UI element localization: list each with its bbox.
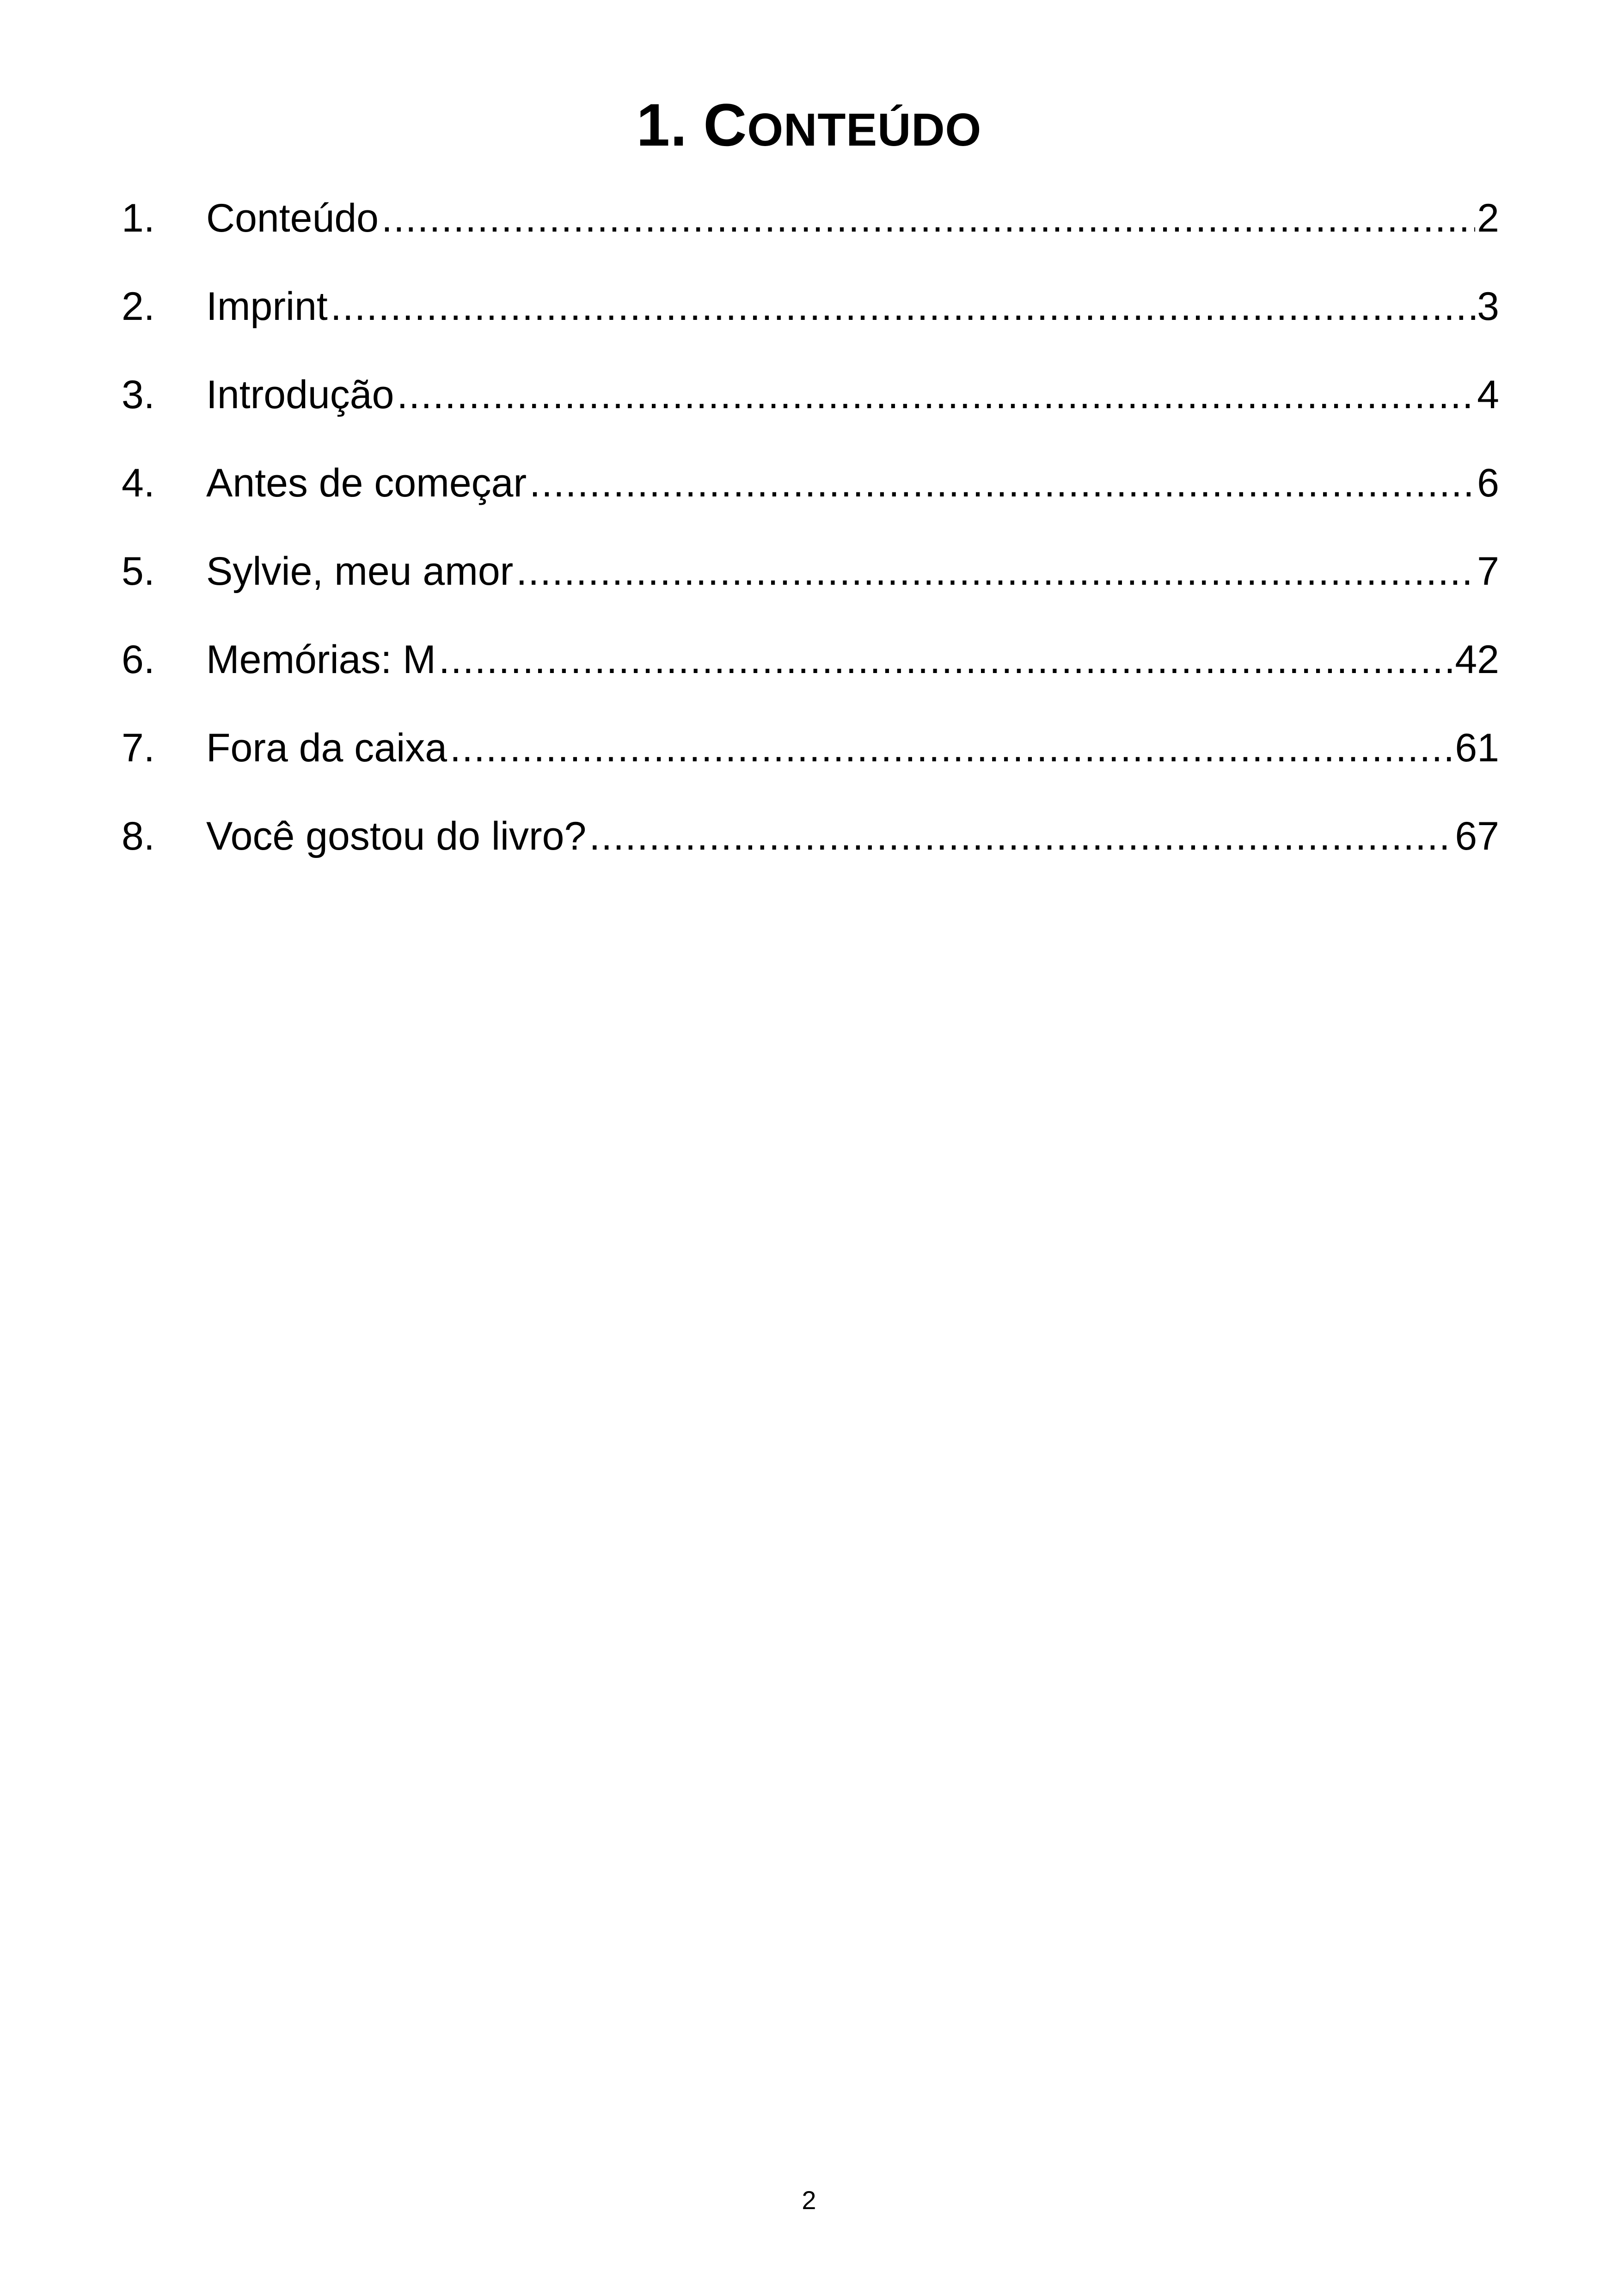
table-of-contents (122, 190, 1499, 897)
title-rest: ONTEÚDO (747, 104, 982, 156)
toc-dot-leader (331, 279, 1475, 334)
toc-entry-page: 2 (1477, 196, 1499, 240)
toc-entry[interactable] (122, 632, 1499, 720)
toc-entry-page: 3 (1477, 284, 1499, 329)
title-first-letter: C (703, 91, 748, 159)
title-number: 1. (636, 91, 688, 159)
toc-entry-page: 4 (1477, 373, 1499, 417)
toc-entry-label: Sylvie, meu amor (206, 549, 514, 594)
toc-entry[interactable] (122, 720, 1499, 808)
toc-dot-leader (450, 720, 1453, 776)
toc-dot-leader (381, 190, 1475, 246)
toc-entry-number: 6. (122, 637, 155, 682)
toc-entry-page: 61 (1455, 726, 1499, 770)
toc-entry-label: Fora da caixa (206, 726, 447, 770)
toc-entry-number: 8. (122, 814, 155, 858)
toc-dot-leader (397, 367, 1475, 422)
toc-entry[interactable] (122, 808, 1499, 897)
toc-entry-page: 7 (1477, 549, 1499, 594)
toc-entry-label: Você gostou do livro? (206, 814, 587, 858)
toc-dot-leader (439, 632, 1453, 687)
toc-entry-number: 5. (122, 549, 155, 594)
toc-dot-leader (589, 808, 1453, 864)
toc-entry-page: 6 (1477, 461, 1499, 505)
toc-entry[interactable] (122, 279, 1499, 367)
toc-entry-page: 67 (1455, 814, 1499, 858)
toc-entry-label: Memórias: M (206, 637, 436, 682)
toc-entry-label: Imprint (206, 284, 328, 329)
toc-entry-number: 1. (122, 196, 155, 240)
toc-entry-label: Antes de começar (206, 461, 527, 505)
toc-dot-leader (529, 455, 1475, 511)
toc-entry-number: 4. (122, 461, 155, 505)
toc-entry-label: Introdução (206, 373, 394, 417)
toc-entry[interactable] (122, 544, 1499, 632)
toc-entry-label: Conteúdo (206, 196, 379, 240)
toc-entry-number: 2. (122, 284, 155, 329)
toc-entry-number: 3. (122, 373, 155, 417)
page-number: 2 (802, 2186, 816, 2215)
toc-entry-number: 7. (122, 726, 155, 770)
toc-entry[interactable] (122, 455, 1499, 544)
toc-entry-page: 42 (1455, 637, 1499, 682)
toc-dot-leader (516, 544, 1475, 599)
toc-entry[interactable] (122, 367, 1499, 455)
page-title (0, 88, 1618, 167)
toc-entry[interactable] (122, 190, 1499, 279)
